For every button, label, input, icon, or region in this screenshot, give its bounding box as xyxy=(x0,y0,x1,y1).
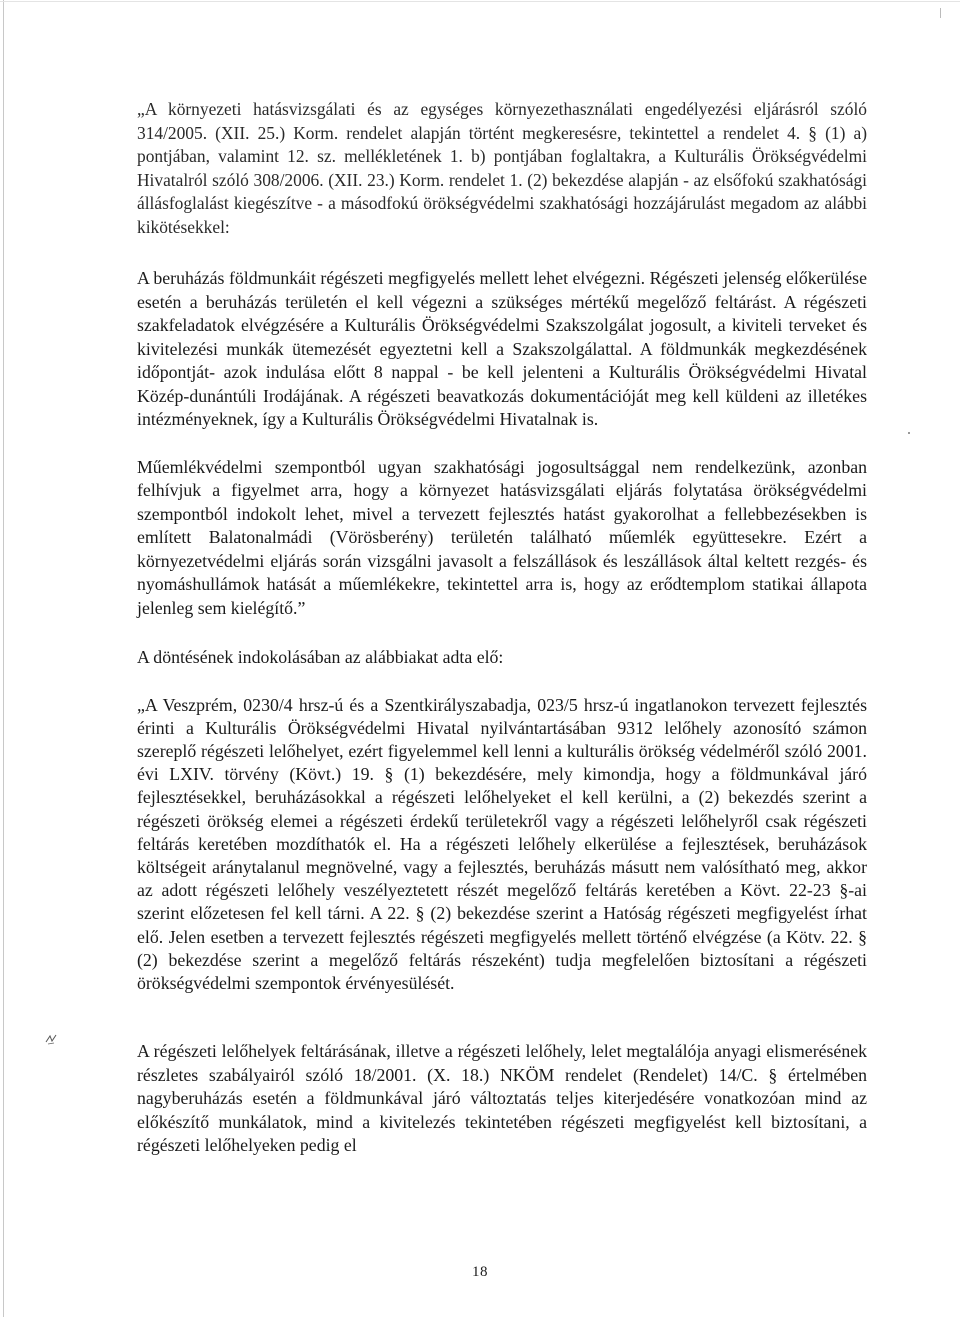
paragraph-monument-protection: Műemlékvédelmi szempontból ugyan szakhatósági jogosultsággal nem rendelkezünk, azonban felhívjuk a figyelmet arra, hogy a környezet hatásvizsgálati eljárás folytatása örökségvédelmi szempontból indokolt lehet, mivel a tervezett fejlesztés hatást gyakorolhat a fellebbezésekben is említett Balatonalmádi (Vörösberény) területén található műemlék együttesekre. Ezért a környezetvédelmi eljárás során vizsgálni javasolt a felszállások és leszállások által keltett rezgés- és nyomáshullámok hatását a műemlékekre, tekintettel arra is, hogy az erődtemplom statikai állapota jelenleg sem kielégítő.” xyxy=(137,456,867,619)
paragraph-decree-reference: A régészeti lelőhelyek feltárásának, illetve a régészeti lelőhely, lelet megtalálója anyagi elismerésének részletes szabályairól szóló 18/2001. (X. 18.) NKÖM rendelet (Rendelet) 14/C. § értelmében nagyberuházás esetén a földmunkával járó változtatás teljes kiterjedésére vonatkozóan mind az előkészítő munkálatok, mind a kivitelezés tekintetében régészeti megfigyelést kell biztosítani, a régészeti lelőhelyeken pedig el xyxy=(137,1041,867,1155)
paragraph-justification-intro: A döntésének indokolásában az alábbiakat adta elő: xyxy=(137,646,504,667)
handwritten-margin-mark xyxy=(44,1032,58,1046)
page-edge-top xyxy=(0,1,960,2)
page-number: 18 xyxy=(472,1264,488,1280)
paragraph-quoted-decision: „A környezeti hatásvizsgálati és az egységes környezethasználati engedélyezési eljárásról szóló 314/2005. (XII. 25.) Korm. rendelet alapján történt megkeresésre, tekintettel a rendelet 4. § (1) a) pontjában, valamint 12. sz. mellékletének 1. b) pontjában foglaltakra, a Kulturális Örökségvédelmi Hivatalról szóló 308/2006. (XII. 23.) Korm. rendelet 1. (2) bekezdése alapján - az elsőfokú szakhatósági állásfoglalást kiegészítve - a másodfokú örökségvédelmi szakhatósági hozzájárulást megadom az alábbi kikötésekkel: xyxy=(137,99,867,237)
scan-speck xyxy=(908,432,910,434)
paragraph-quoted-justification: „A Veszprém, 0230/4 hrsz-ú és a Szentkirályszabadja, 023/5 hrsz-ú ingatlanokon tervezett fejlesztés érinti a Kulturális Örökségvédelmi Hivatal nyilvántartásában 9312 lelőhely azonosító számon szereplő régészeti lelőhelyet, ezért figyelemmel kell lenni a kulturális örökség védelméről szóló 2001. évi LXIV. törvény (Kövt.) 19. § (1) bekezdésére, mely kimondja, hogy a földmunkával járó fejlesztésekkel, beruházásokkal a régészeti lelőhelyeket el kell kerülni, a (2) bekezdés szerint a régészeti örökség elemei a régészeti érdekű területekről vagy a régészeti lelőhelyről csak régészeti feltárás keretében mozdíthatók el. Ha a régészeti lelőhely elkerülése a fejlesztések, beruházások költségeit aránytalanul megnövelné, vagy a fejlesztés, beruházás másutt nem valósítható meg, akkor az adott régészeti lelőhely veszélyeztetett részét megelőző feltárás keretében a Kövt. 22-23 §-ai szerint előzetesen fel kell tárni. A 22. § (2) bekezdése szerint a Hatóság régészeti megfigyelést írhat elő. Jelen esetben a tervezett fejlesztés régészeti megfigyelés mellett történő elvégzése (a Kötv. 22. § (2) bekezdése szerint a megelőző feltárás részeként) tudja megfelelően biztosítani a régészeti örökségvédelmi szempontok érvényesülését. xyxy=(137,694,867,994)
document-body xyxy=(137,98,867,1157)
paragraph-archaeological-conditions: A beruházás földmunkáit régészeti megfigyelés mellett lehet elvégezni. Régészeti jelenség előkerülése esetén a beruházás területén el kell végezni a szükséges mértékű megelőző feltárást. A régészeti szakfeladatok elvégzésére a Kulturális Örökségvédelmi Szakszolgálat jogosult, a kiviteli terveket és kivitelezési munkák ütemezését egyeztetni kell a Szakszolgálattal. A földmunkák megkezdésének időpontját- azok indulása előtt 8 nappal - be kell jelenteni a Kulturális Örökségvédelmi Hivatal Közép-dunántúli Irodájának. A régészeti beavatkozás dokumentációját meg kell küldeni az illetékes intézményeknek, így a Kulturális Örökségvédelmi Hivatalnak is. xyxy=(137,268,867,429)
page-edge xyxy=(3,0,4,1317)
scan-mark xyxy=(940,8,944,18)
